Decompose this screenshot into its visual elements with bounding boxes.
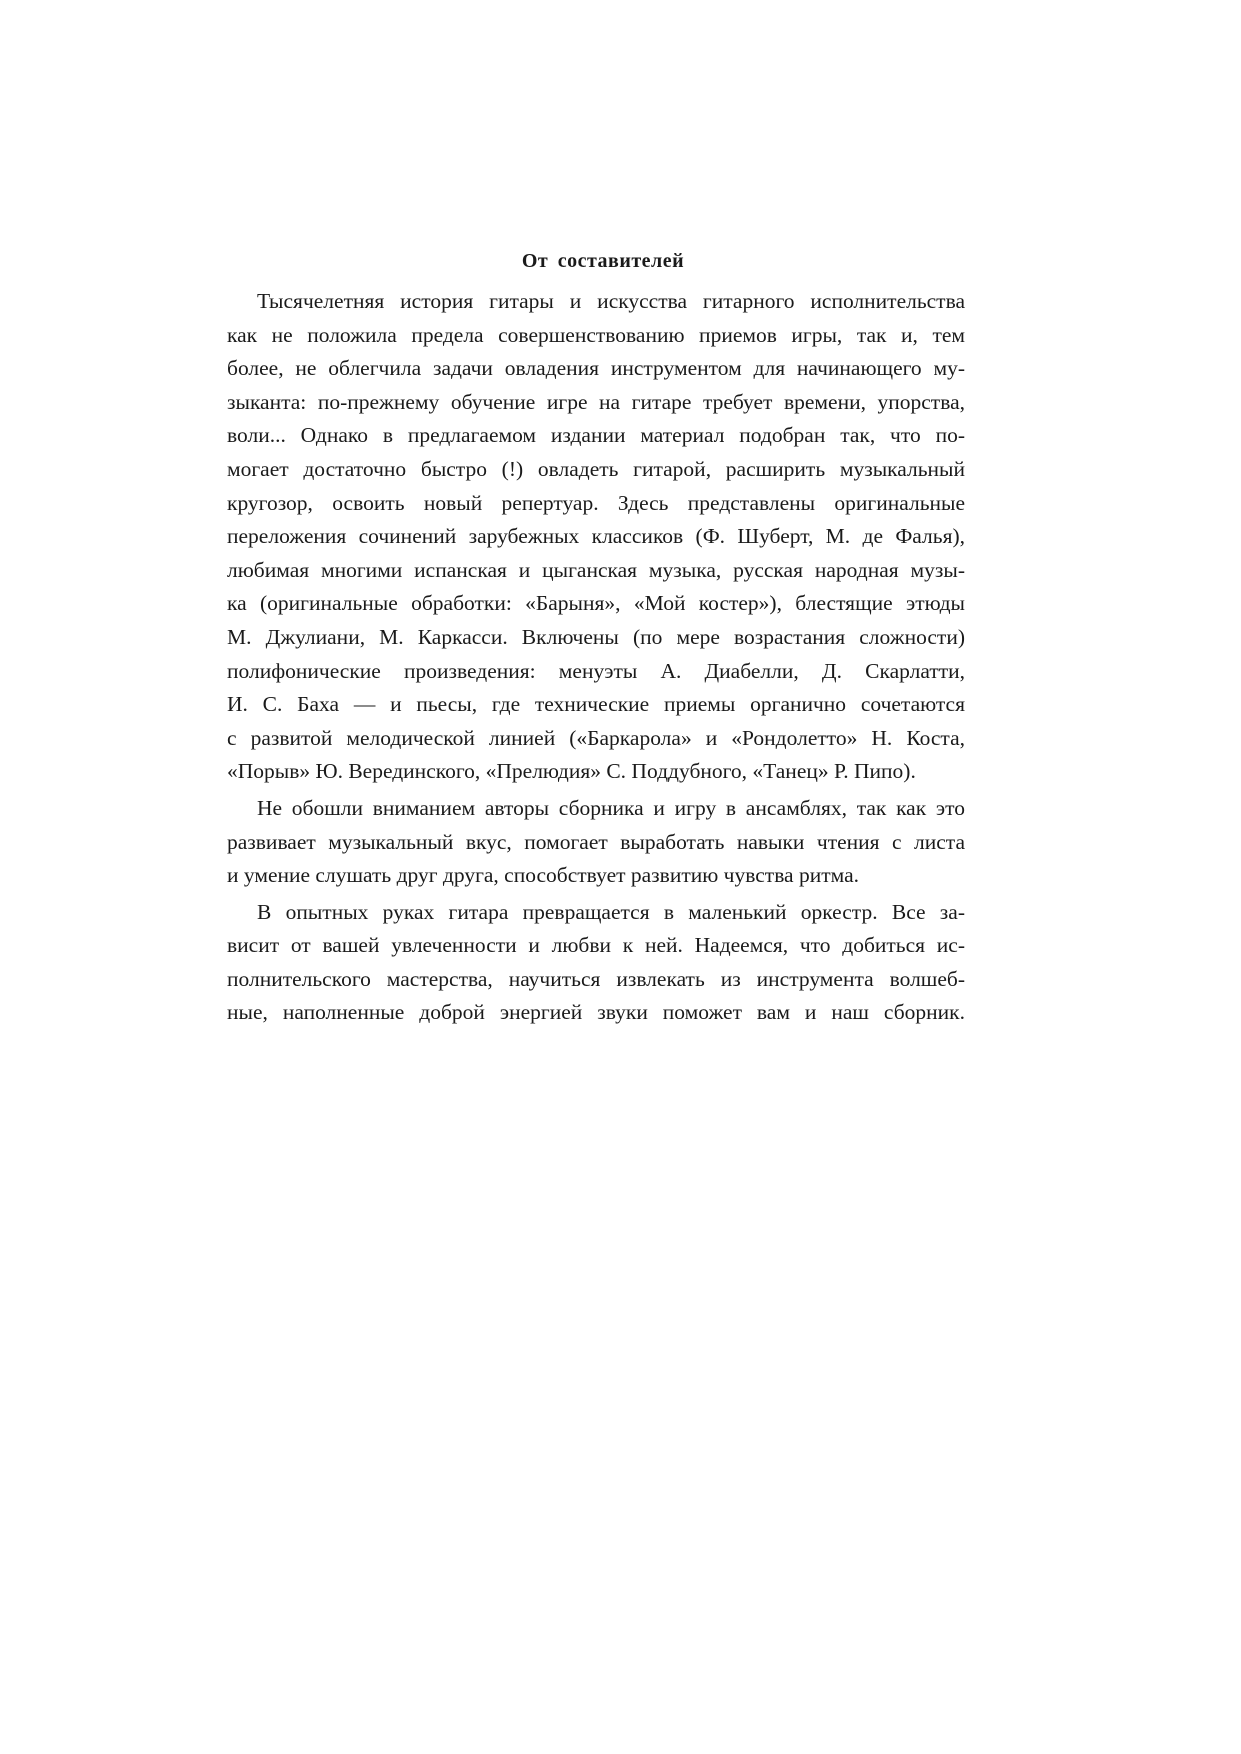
text-line: В опытных руках гитара превращается в маленький оркестр. Все за- bbox=[257, 899, 965, 924]
text-line: кругозор, освоить новый репертуар. Здесь представлены оригинальные bbox=[227, 490, 965, 515]
page-title: От составителей bbox=[521, 250, 685, 272]
paragraph-3 bbox=[227, 896, 965, 1030]
text-line: как не положила предела совершенствованию приемов игры, так и, тем bbox=[227, 322, 965, 347]
text-line: ные, наполненные доброй энергией звуки поможет вам и наш сборник. bbox=[227, 1000, 965, 1025]
text-line: И. С. Баха — и пьесы, где технические приемы органично сочетаются bbox=[227, 692, 965, 717]
paragraph-2 bbox=[227, 792, 965, 893]
text-line: развивает музыкальный вкус, помогает выработать навыки чтения с листа bbox=[227, 829, 965, 854]
text-line: воли... Однако в предлагаемом издании материал подобран так, что по- bbox=[227, 423, 965, 448]
text-line: ка (оригинальные обработки: «Барыня», «Мой костер»), блестящие этюды bbox=[227, 591, 965, 616]
text-line: могает достаточно быстро (!) овладеть гитарой, расширить музыкальный bbox=[227, 456, 965, 481]
text-line: Не обошли вниманием авторы сборника и игру в ансамблях, так как это bbox=[257, 795, 965, 820]
text-line: полнительского мастерства, научиться извлекать из инструмента волшеб- bbox=[227, 966, 965, 991]
text-line: более, не облегчила задачи овладения инструментом для начинающего му- bbox=[227, 356, 965, 381]
text-line: Тысячелетняя история гитары и искусства гитарного исполнительства bbox=[257, 289, 965, 313]
text-line: «Порыв» Ю. Верединского, «Прелюдия» С. Поддубного, «Танец» Р. Пипо). bbox=[227, 759, 916, 784]
paragraph-1 bbox=[227, 285, 965, 789]
text-line: полифонические произведения: менуэты А. Диабелли, Д. Скарлатти, bbox=[227, 658, 965, 683]
text-line: зыканта: по-прежнему обучение игре на гитаре требует времени, упорства, bbox=[227, 389, 965, 414]
text-line: висит от вашей увлеченности и любви к ней. Надеемся, что добиться ис- bbox=[227, 933, 965, 958]
text-line: М. Джулиани, М. Каркасси. Включены (по мере возрастания сложности) bbox=[227, 624, 965, 649]
text-block bbox=[227, 250, 965, 1030]
text-line: переложения сочинений зарубежных классиков (Ф. Шуберт, М. де Фалья), bbox=[227, 524, 965, 549]
text-line: с развитой мелодической линией («Баркарола» и «Рондолетто» Н. Коста, bbox=[227, 725, 965, 750]
text-line: любимая многими испанская и цыганская музыка, русская народная музы- bbox=[227, 557, 965, 582]
text-line: и умение слушать друг друга, способствует развитию чувства ритма. bbox=[227, 863, 860, 888]
